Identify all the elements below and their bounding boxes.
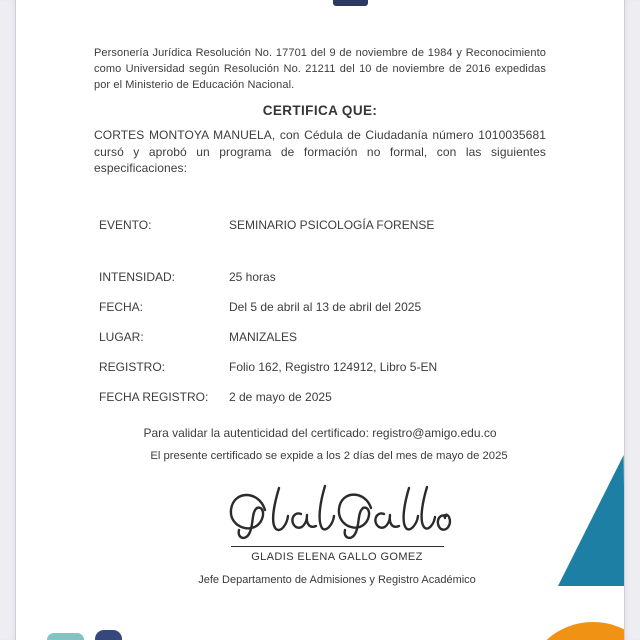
detail-value: MANIZALES (229, 330, 298, 344)
signature-block (172, 482, 502, 586)
bottom-logo-fragment-teal (47, 633, 84, 640)
detail-value: 2 de mayo de 2025 (229, 390, 332, 404)
accreditation-paragraph: Personería Jurídica Resolución No. 17701 del 9 de noviembre de 1984 y Reconocimiento como Universidad según Resolución No. 21211 del 10 de noviembre de 2016 expedidas por el Ministerio de Educación Nacional. (94, 47, 546, 91)
recipient-paragraph: CORTES MONTOYA MANUELA, con Cédula de Ciudadanía número 1010035681 cursó y aprobó un programa de formación no formal, con las siguientes especificaciones: (94, 128, 546, 176)
detail-label: FECHA: (99, 300, 144, 314)
detail-label: EVENTO: (99, 218, 152, 232)
detail-value: 25 horas (229, 270, 276, 284)
photo-right-margin (624, 0, 640, 640)
detail-row-lugar (99, 330, 551, 344)
issue-line: El presente certificado se expide a los 2 días del mes de mayo de 2025 (150, 450, 508, 462)
detail-value: Del 5 de abril al 13 de abril del 2025 (229, 300, 422, 314)
detail-row-intensidad (99, 270, 551, 284)
detail-row-evento (99, 218, 551, 232)
detail-label: LUGAR: (99, 330, 144, 344)
signer-name: GLADIS ELENA GALLO GOMEZ (251, 551, 423, 563)
detail-label: REGISTRO: (99, 360, 166, 374)
signature-rule (231, 546, 444, 547)
certifies-heading: CERTIFICA QUE: (262, 103, 378, 118)
detail-label: FECHA REGISTRO: (99, 390, 209, 404)
bottom-logo-fragment-navy (95, 630, 122, 640)
teal-triangle-decoration (558, 455, 625, 586)
top-edge-mark (333, 0, 368, 6)
detail-row-registro (99, 360, 551, 374)
photo-left-margin (0, 0, 16, 640)
validation-line: Para validar la autenticidad del certificado: registro@amigo.edu.co (143, 426, 497, 440)
detail-row-fecha-registro (99, 390, 551, 404)
signature-image (221, 482, 453, 546)
detail-row-fecha (99, 300, 551, 314)
detail-value: Folio 162, Registro 124912, Libro 5-EN (229, 360, 438, 374)
detail-label: INTENSIDAD: (99, 270, 176, 284)
signer-title: Jefe Departamento de Admisiones y Registro Académico (198, 574, 476, 586)
detail-value: SEMINARIO PSICOLOGÍA FORENSE (229, 218, 435, 232)
